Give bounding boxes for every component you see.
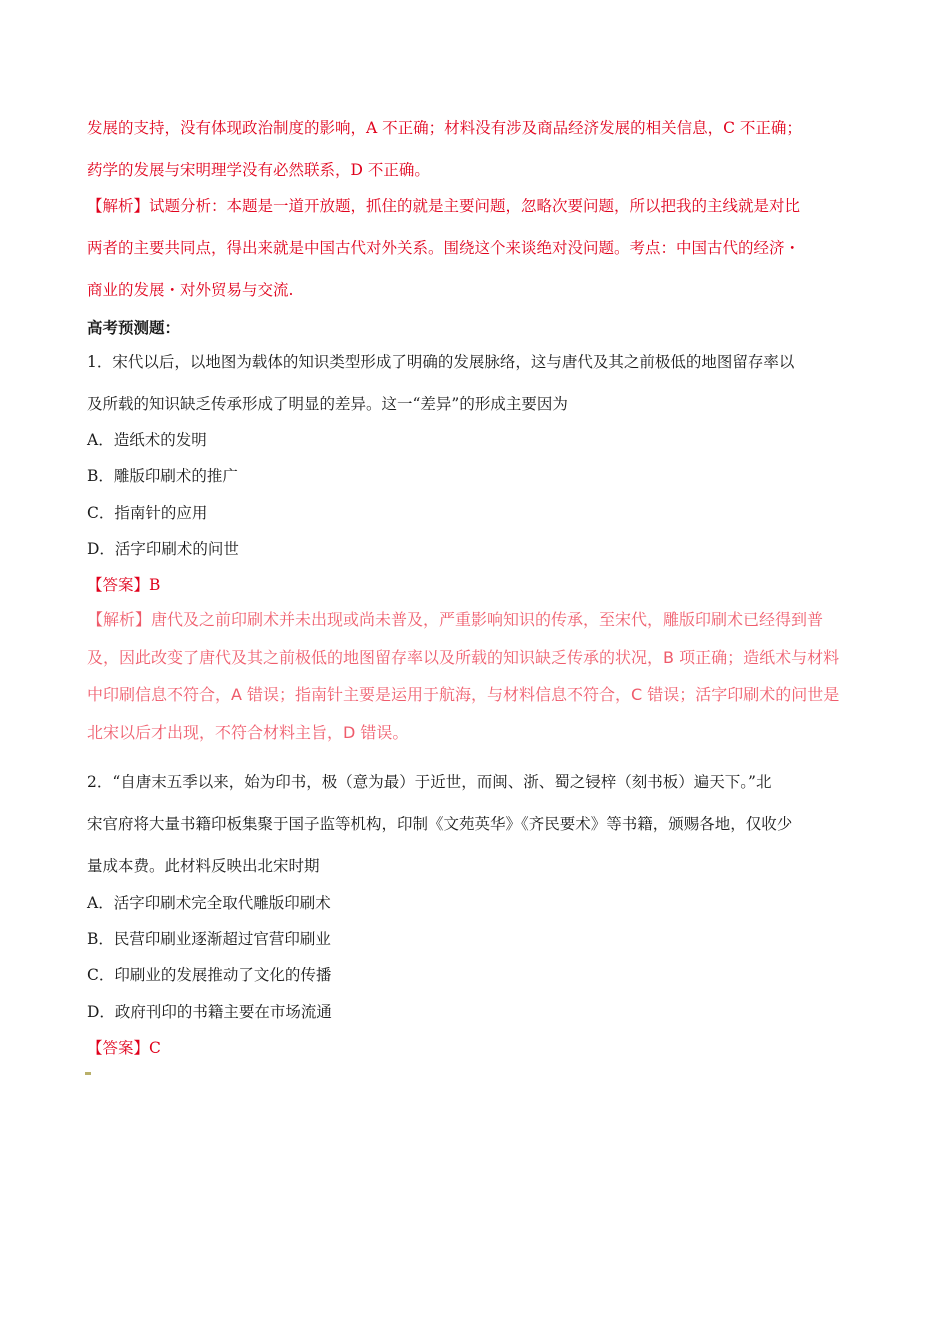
- q2-answer: 【答案】C: [87, 1039, 161, 1057]
- prev-analysis-line-2: 两者的主要共同点，得出来就是中国古代对外关系。围绕这个来谈绝对没问题。考点：中国古代的经济・: [87, 239, 801, 257]
- q1-analysis-line-1: 【解析】唐代及之前印刷术并未出现或尚未普及，严重影响知识的传承，至宋代，雕版印刷术已经得到普: [87, 610, 824, 629]
- section-title: 高考预测题：: [87, 318, 181, 337]
- q1-answer: 【答案】B: [87, 576, 161, 594]
- q1-analysis-line-3: 中印刷信息不符合，A 错误；指南针主要是运用于航海，与材料信息不符合，C 错误；活字印刷术的问世是: [87, 685, 840, 704]
- q1-option-d: D．活字印刷术的问世: [87, 540, 239, 558]
- q2-option-a: A．活字印刷术完全取代雕版印刷术: [87, 894, 331, 912]
- prev-analysis-line-3: 商业的发展・对外贸易与交流.: [87, 281, 294, 299]
- q2-option-c: C．印刷业的发展推动了文化的传播: [87, 966, 332, 984]
- q1-option-c: C．指南针的应用: [87, 504, 208, 522]
- q2-option-d: D．政府刊印的书籍主要在市场流通: [87, 1003, 332, 1021]
- q2-option-b: B．民营印刷业逐渐超过官营印刷业: [87, 930, 331, 948]
- q1-analysis-line-4: 北宋以后才出现，不符合材料主旨，D 错误。: [87, 723, 409, 742]
- q2-stem-line-1: 2．“自唐末五季以来，始为印书，极（意为最）于近世，而闽、浙、蜀之锓梓（刻书板）遍天下。”北: [87, 773, 772, 791]
- prev-explanation-line-1: 发展的支持，没有体现政治制度的影响，A 不正确；材料没有涉及商品经济发展的相关信息，C 不正确；: [87, 119, 802, 137]
- q1-analysis-line-2: 及，因此改变了唐代及其之前极低的地图留存率以及所载的知识缺乏传承的状况，B 项正确；造纸术与材料: [87, 648, 840, 667]
- prev-analysis-line-1: 【解析】试题分析：本题是一道开放题，抓住的就是主要问题，忽略次要问题，所以把我的主线就是对比: [87, 197, 801, 215]
- q2-stem-line-3: 量成本费。此材料反映出北宋时期: [87, 857, 320, 875]
- prev-explanation-line-2: 药学的发展与宋明理学没有必然联系，D 不正确。: [87, 161, 430, 179]
- cursor-mark: [85, 1072, 91, 1075]
- q1-option-b: B．雕版印刷术的推广: [87, 467, 238, 485]
- q1-stem-line-2: 及所载的知识缺乏传承形成了明显的差异。这一“差异”的形成主要因为: [87, 395, 568, 413]
- q1-option-a: A．造纸术的发明: [87, 431, 207, 449]
- q1-stem-line-1: 1．宋代以后，以地图为载体的知识类型形成了明确的发展脉络，这与唐代及其之前极低的地图留存率以: [87, 353, 795, 371]
- q2-stem-line-2: 宋官府将大量书籍印板集聚于国子监等机构，印制《文苑英华》《齐民要术》等书籍，颁赐各地，仅收少: [87, 815, 793, 833]
